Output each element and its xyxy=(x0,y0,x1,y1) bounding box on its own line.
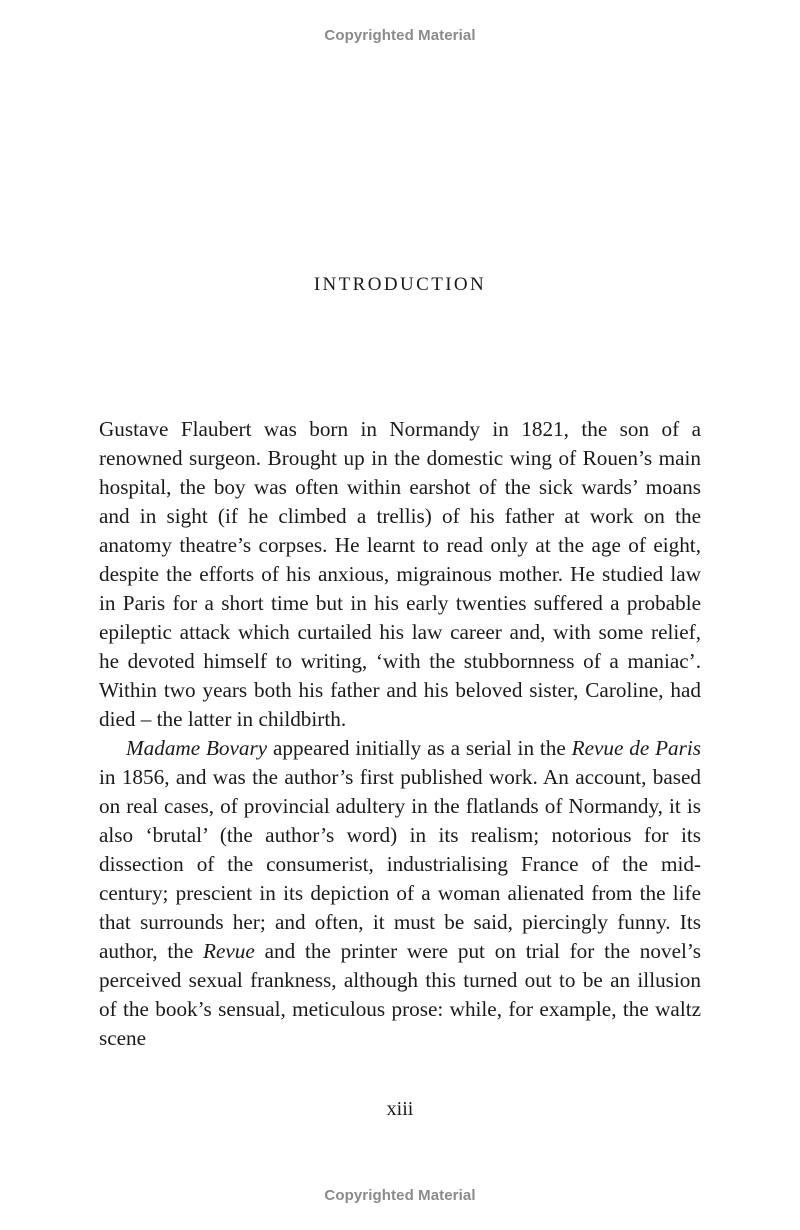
paragraph-1: Gustave Flaubert was born in Normandy in 1821, the son of a renowned surgeon. Brought up in the domestic wing of Rouen’s main hospital, the boy was often within earshot of the sick wards’ moans and in sight (if he climbed a trellis) of his father at work on the anatomy theatre’s corpses. He learnt to read only at the age of eight, despite the efforts of his anxious, migrainous mother. He studied law in Paris for a short time but in his early twenties suffered a probable epileptic attack which curtailed his law career and, with some relief, he devoted himself to writing, ‘with the stubbornness of a maniac’. Within two years both his father and his beloved sister, Caroline, had died – the latter in childbirth. xyxy=(99,417,701,731)
paragraph-2 xyxy=(99,734,701,1053)
page-number: xiii xyxy=(386,1098,414,1120)
revue-italic: Revue xyxy=(203,939,255,963)
paragraph-2-text-b: in 1856, and was the author’s first published work. An account, based on real cases, of provincial adultery in the flatlands of Normandy, it is also ‘brutal’ (the author’s word) in its realism; notorious for its dissection of the consumerist, industrialising France of the mid-century; prescient in its depiction of a woman alienated from the life that surrounds her; and often, it must be said, piercingly funny. Its author, the xyxy=(99,765,701,963)
body-text xyxy=(99,415,701,1053)
book-title-italic: Madame Bovary xyxy=(126,736,268,760)
journal-title-italic: Revue de Paris xyxy=(571,736,701,760)
copyright-watermark-top: Copyrighted Material xyxy=(324,27,476,44)
chapter-title: INTRODUCTION xyxy=(313,274,487,295)
paragraph-2-text-a: appeared initially as a serial in the xyxy=(267,736,572,760)
paragraph-2-text-c: and the printer were put on trial for the novel’s perceived sexual frankness, although this turned out to be an illusion of the book’s sensual, meticulous prose: while, for example, the waltz scene xyxy=(99,939,701,1050)
copyright-watermark-bottom: Copyrighted Material xyxy=(324,1187,476,1204)
